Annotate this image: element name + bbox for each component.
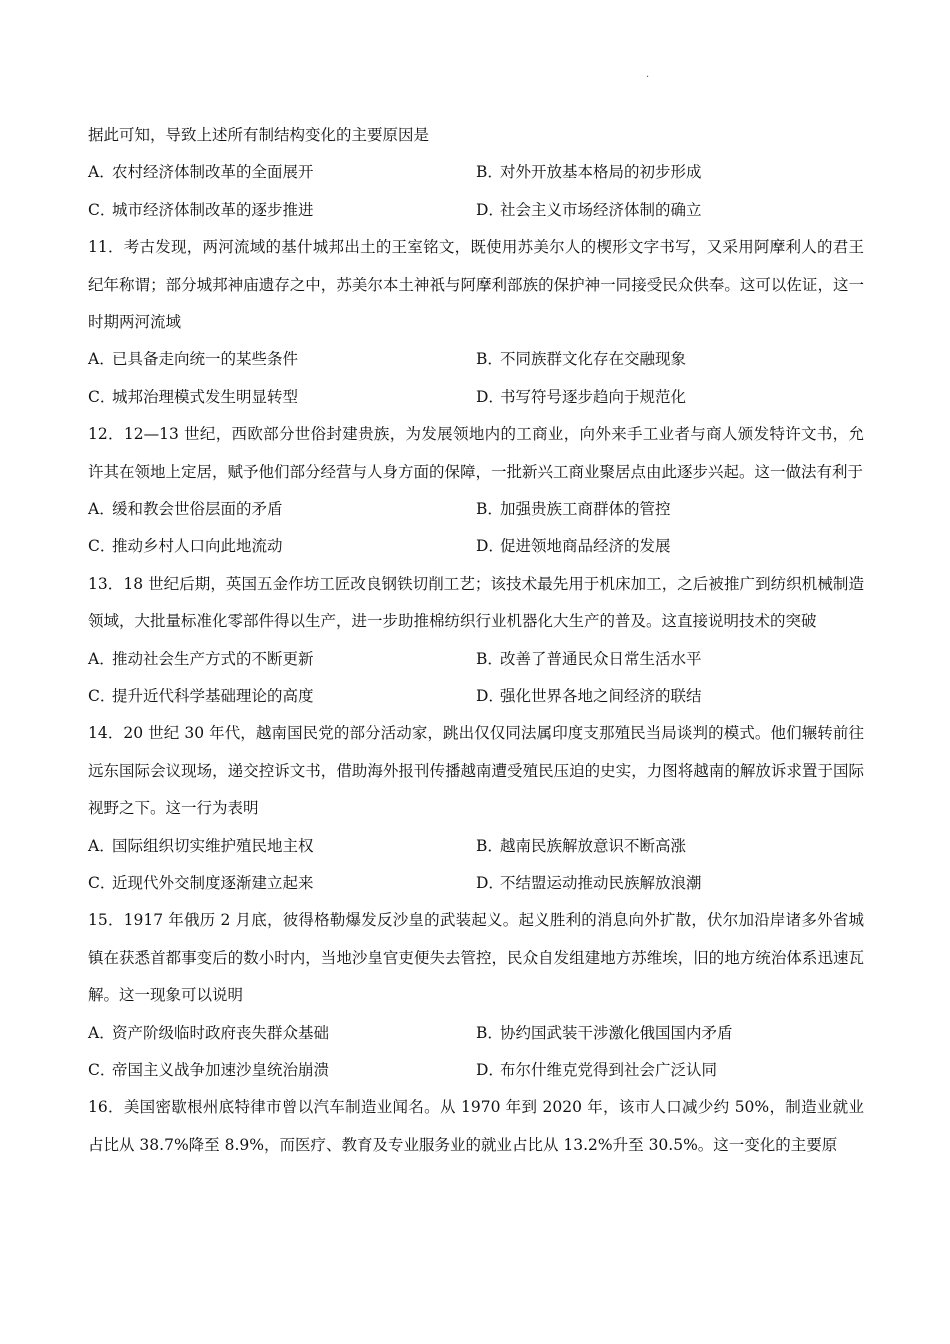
question-13-options-row-2: [88, 678, 864, 715]
option-b[interactable]: B．加强贵族工商群体的管控: [476, 499, 671, 518]
question-10-intro: 据此可知，导致上述所有制结构变化的主要原因是: [88, 126, 430, 144]
option-d[interactable]: D．社会主义市场经济体制的确立: [476, 200, 702, 219]
exam-page: [88, 117, 864, 1164]
option-a[interactable]: A．缓和教会世俗层面的矛盾: [88, 499, 283, 518]
option-c[interactable]: C．提升近代科学基础理论的高度: [88, 686, 314, 705]
option-d[interactable]: D．促进领地商品经济的发展: [476, 537, 671, 556]
question-13-stem: 13．18 世纪后期，英国五金作坊工匠改良钢铁切削工艺；该技术最先用于机床加工，之后被推广到纺织机械制造领域，大批量标准化零部件得以生产，进一步助推棉纺织行业机器化大生产的普及。这直接说明技术的突破: [88, 574, 864, 631]
option-d[interactable]: D．布尔什维克党得到社会广泛认同: [476, 1060, 718, 1079]
question-14-options-row-2: [88, 865, 864, 902]
option-a[interactable]: A．推动社会生产方式的不断更新: [88, 649, 314, 668]
option-b[interactable]: B．越南民族解放意识不断高涨: [476, 836, 687, 855]
option-b[interactable]: B．对外开放基本格局的初步形成: [476, 163, 702, 182]
option-d[interactable]: D．书写符号逐步趋向于规范化: [476, 387, 687, 406]
question-15-options-row-2: [88, 1052, 864, 1089]
header-mark: ·: [646, 72, 650, 83]
question-13-options-row-1: [88, 641, 864, 678]
option-c[interactable]: C．城市经济体制改革的逐步推进: [88, 200, 314, 219]
option-c[interactable]: C．近现代外交制度逐渐建立起来: [88, 873, 314, 892]
question-10-options-row-1: [88, 154, 864, 191]
question-16-stem: 16．美国密歇根州底特律市曾以汽车制造业闻名。从 1970 年到 2020 年，该市人口减少约 50%，制造业就业占比从 38.7%降至 8.9%，而医疗、教育及专业服务业的就业占比从 13.2%升至 30.5%。这一变化的主要原: [88, 1098, 864, 1154]
option-a[interactable]: A．资产阶级临时政府丧失群众基础: [88, 1023, 330, 1042]
option-a[interactable]: A．农村经济体制改革的全面展开: [88, 163, 314, 182]
question-11-options-row-1: [88, 341, 864, 378]
option-a[interactable]: A．已具备走向统一的某些条件: [88, 350, 299, 369]
question-14-options-row-1: [88, 828, 864, 865]
option-d[interactable]: D．不结盟运动推动民族解放浪潮: [476, 873, 702, 892]
question-15-options-row-1: [88, 1015, 864, 1052]
question-12-options-row-2: [88, 528, 864, 565]
question-12-stem: 12．12—13 世纪，西欧部分世俗封建贵族，为发展领地内的工商业，向外来手工业者与商人颁发特许文书，允许其在领地上定居，赋予他们部分经营与人身方面的保障，一批新兴工商业聚居点由此逐步兴起。这一做法有利于: [88, 425, 864, 481]
question-10-options-row-2: [88, 192, 864, 229]
option-c[interactable]: C．帝国主义战争加速沙皇统治崩溃: [88, 1060, 330, 1079]
option-c[interactable]: C．城邦治理模式发生明显转型: [88, 387, 299, 406]
option-b[interactable]: B．不同族群文化存在交融现象: [476, 350, 687, 369]
question-11-stem: 11．考古发现，两河流域的基什城邦出土的王室铭文，既使用苏美尔人的楔形文字书写，又采用阿摩利人的君王纪年称谓；部分城邦神庙遗存之中，苏美尔本土神祇与阿摩利部族的保护神一同接受民众供奉。这可以佐证，这一时期两河流域: [88, 238, 864, 331]
question-15-stem: 15．1917 年俄历 2 月底，彼得格勒爆发反沙皇的武装起义。起义胜利的消息向外扩散，伏尔加沿岸诸多外省城镇在获悉首都事变后的数小时内，当地沙皇官吏便失去管控，民众自发组建地方苏维埃，旧的地方统治体系迅速瓦解。这一现象可以说明: [88, 911, 864, 1005]
option-b[interactable]: B．协约国武装干涉激化俄国国内矛盾: [476, 1023, 733, 1042]
option-d[interactable]: D．强化世界各地之间经济的联结: [476, 686, 702, 705]
question-14-stem: 14．20 世纪 30 年代，越南国民党的部分活动家，跳出仅仅同法属印度支那殖民当局谈判的模式。他们辗转前往远东国际会议现场，递交控诉文书，借助海外报刊传播越南遭受殖民压迫的史实，力图将越南的解放诉求置于国际视野之下。这一行为表明: [88, 724, 864, 818]
question-12-options-row-1: [88, 491, 864, 528]
option-b[interactable]: B．改善了普通民众日常生活水平: [476, 649, 702, 668]
option-c[interactable]: C．推动乡村人口向此地流动: [88, 537, 283, 556]
option-a[interactable]: A．国际组织切实维护殖民地主权: [88, 836, 314, 855]
question-11-options-row-2: [88, 379, 864, 416]
